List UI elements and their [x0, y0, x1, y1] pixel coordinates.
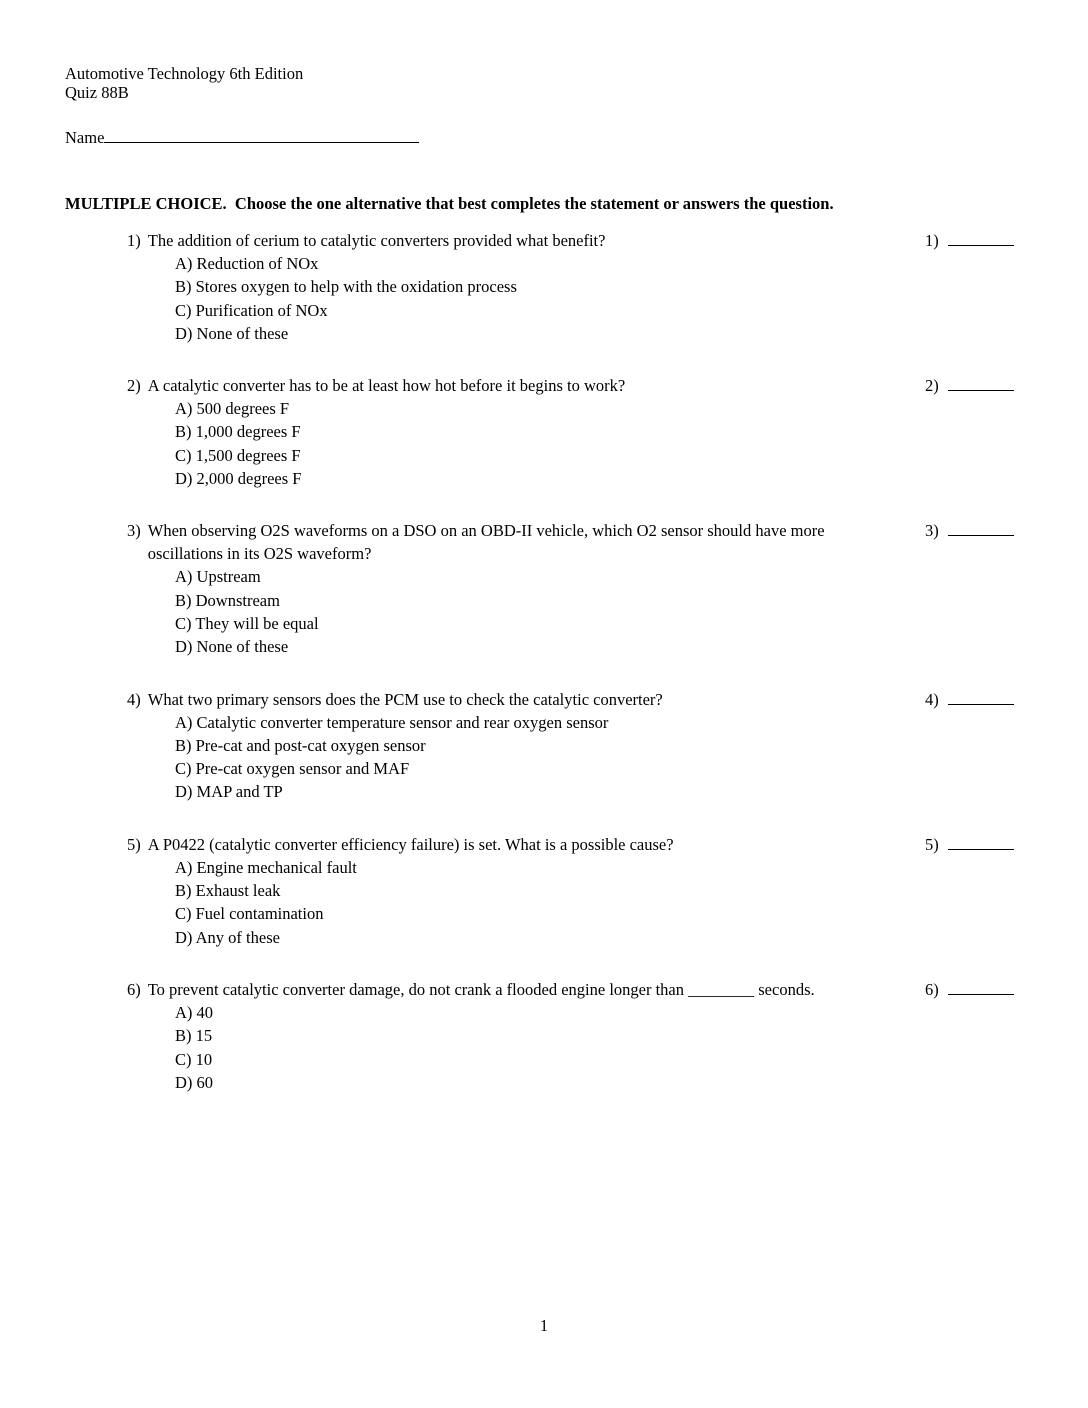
option-c: C) Pre-cat oxygen sensor and MAF	[175, 759, 410, 779]
answer-number: 6)	[925, 979, 939, 999]
option-a: A) Reduction of NOx	[175, 254, 319, 273]
name-row	[65, 126, 1025, 149]
question-number: 1)	[127, 231, 141, 250]
option-a: A) Engine mechanical fault	[175, 857, 357, 877]
option-list	[175, 397, 895, 490]
answer-blank	[925, 519, 1025, 542]
answer-number: 1)	[925, 231, 939, 250]
question-3	[127, 519, 1025, 658]
quiz-number: Quiz 88B	[65, 83, 129, 102]
question-number: 6)	[127, 979, 141, 999]
option-b: B) Downstream	[175, 590, 280, 610]
answer-line	[948, 981, 1014, 995]
question-text: A catalytic converter has to be at least how hot before it begins to work?	[147, 376, 626, 396]
question-number: 2)	[127, 376, 141, 396]
option-a: A) Upstream	[175, 567, 261, 587]
answer-blank	[925, 833, 1025, 856]
option-a: A) 40	[175, 1002, 214, 1022]
answer-number: 5)	[925, 834, 939, 854]
question-text: When observing O2S waveforms on a DSO on an OBD-II vehicle, which O2 sensor should have more oscillations in its O2S waveform?	[147, 521, 825, 564]
document-title: Automotive Technology 6th Edition	[65, 64, 304, 83]
option-d: D) Any of these	[175, 927, 280, 947]
option-c: C) Fuel contamination	[175, 904, 324, 924]
option-d: D) None of these	[175, 637, 289, 657]
page-number: 1	[539, 1316, 549, 1335]
answer-blank	[925, 229, 1025, 252]
option-b: B) 15	[175, 1026, 213, 1046]
question-2	[127, 374, 1025, 490]
option-a: A) Catalytic converter temperature sensor and rear oxygen sensor	[175, 712, 609, 732]
answer-line	[948, 836, 1014, 850]
question-number: 3)	[127, 521, 141, 541]
answer-blank	[925, 374, 1025, 397]
answer-number: 3)	[925, 521, 939, 541]
option-list	[175, 565, 895, 658]
name-label: Name	[65, 128, 105, 147]
name-blank-line	[104, 129, 419, 143]
option-list	[175, 856, 895, 949]
option-d: D) MAP and TP	[175, 782, 283, 802]
question-text: What two primary sensors does the PCM use to check the catalytic converter?	[147, 689, 663, 709]
option-list	[175, 711, 895, 804]
question-1	[127, 229, 1025, 345]
option-b: B) 1,000 degrees F	[175, 422, 301, 442]
question-4	[127, 688, 1025, 804]
option-b: B) Stores oxygen to help with the oxidation process	[175, 277, 517, 297]
question-number: 4)	[127, 689, 141, 709]
question-6	[127, 978, 1025, 1094]
option-b: B) Exhaust leak	[175, 881, 281, 901]
question-list	[65, 229, 1025, 1094]
option-c: C) They will be equal	[175, 613, 319, 633]
option-c: C) Purification of NOx	[175, 300, 328, 320]
option-c: C) 1,500 degrees F	[175, 445, 301, 465]
answer-line	[948, 691, 1014, 705]
question-text: To prevent catalytic converter damage, do not crank a flooded engine longer than ________ seconds.	[147, 979, 815, 999]
option-b: B) Pre-cat and post-cat oxygen sensor	[175, 735, 426, 755]
option-list	[175, 1001, 895, 1094]
document-header	[65, 64, 1025, 102]
question-5	[127, 833, 1025, 949]
option-d: D) None of these	[175, 323, 289, 343]
answer-blank	[925, 978, 1025, 1001]
option-d: D) 2,000 degrees F	[175, 469, 302, 489]
answer-blank	[925, 688, 1025, 711]
option-c: C) 10	[175, 1049, 213, 1069]
answer-line	[948, 522, 1014, 536]
option-a: A) 500 degrees F	[175, 399, 290, 419]
question-number: 5)	[127, 834, 141, 854]
answer-number: 2)	[925, 376, 939, 396]
option-d: D) 60	[175, 1072, 214, 1092]
instructions-heading: MULTIPLE CHOICE. Choose the one alternative that best completes the statement or answers the question.	[65, 194, 834, 213]
answer-line	[948, 232, 1014, 246]
question-text: The addition of cerium to catalytic converters provided what benefit?	[147, 231, 606, 250]
answer-number: 4)	[925, 689, 939, 709]
answer-line	[948, 377, 1014, 391]
question-text: A P0422 (catalytic converter efficiency failure) is set. What is a possible cause?	[147, 834, 674, 854]
option-list	[175, 252, 895, 345]
